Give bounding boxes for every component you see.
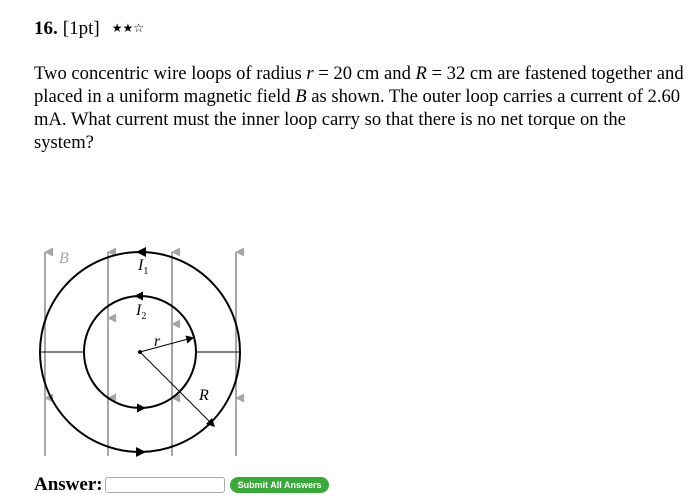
submit-all-answers-button[interactable]: Submit All Answers	[230, 477, 330, 493]
center-dot	[138, 350, 142, 354]
outer-current-label: $I_1$	[138, 257, 149, 277]
outer-bottom-arrowhead	[136, 447, 146, 457]
radius-r-line	[140, 339, 188, 352]
outer-radius-label: R	[199, 387, 209, 404]
field-label-B: B	[59, 250, 69, 267]
loops-diagram	[30, 238, 250, 464]
outer-top-arrowhead	[136, 247, 146, 257]
answer-label: Answer:	[34, 474, 103, 495]
question-header	[34, 18, 144, 40]
inner-radius-label: r	[154, 333, 161, 350]
problem-text: Two concentric wire loops of radius r = 20 cm and R = 32 cm are fastened together and placed in a uniform magnetic field B as shown. The outer loop carries a current of 2.60 mA. What current must the inner loop carry so that there is no net torque on the system?	[34, 63, 684, 153]
symbol-r: r	[306, 63, 314, 84]
answer-row	[34, 474, 329, 496]
question-points: [1pt]	[62, 18, 100, 39]
symbol-B: B	[295, 86, 307, 107]
question-number: 16.	[34, 18, 58, 39]
answer-input[interactable]	[105, 477, 225, 493]
inner-current-label: $I_2$	[136, 302, 147, 322]
radius-r-arrowhead	[186, 336, 195, 344]
difficulty-stars: ★★☆	[111, 21, 144, 35]
symbol-R: R	[415, 63, 427, 84]
inner-bottom-arrowhead	[137, 404, 146, 413]
inner-top-arrowhead	[134, 292, 143, 301]
